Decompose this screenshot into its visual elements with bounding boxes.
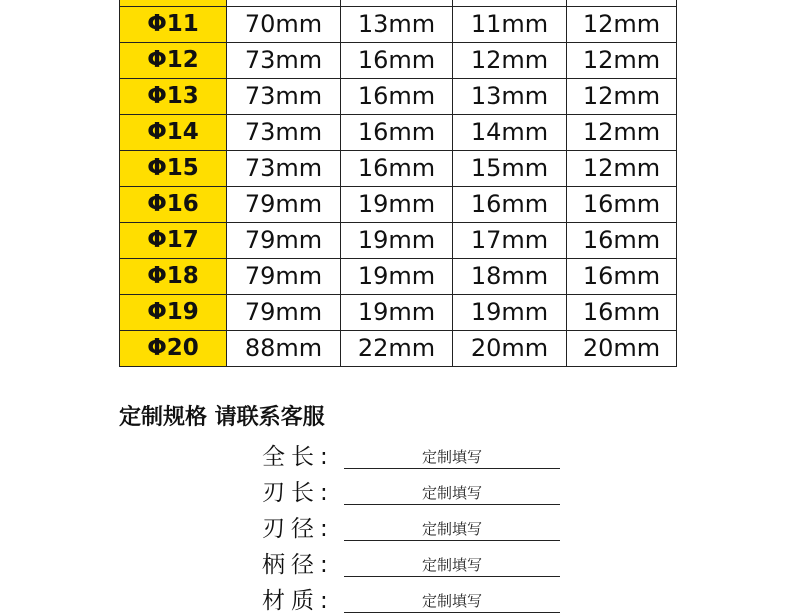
- shank-diameter-cell: 12mm: [567, 151, 677, 187]
- blade-diameter-cell: 14mm: [453, 115, 567, 151]
- table-row: [120, 79, 677, 115]
- table-row: [120, 259, 677, 295]
- field-label: 刃径:: [262, 516, 334, 542]
- blade-length-cell: 19mm: [341, 223, 453, 259]
- table-row: [120, 223, 677, 259]
- form-row-blade-diameter: [262, 508, 560, 544]
- fill-in-line: 定制填写: [344, 482, 560, 505]
- blade-diameter-cell: 17mm: [453, 223, 567, 259]
- table-row: [120, 187, 677, 223]
- blade-diameter-cell: 13mm: [453, 79, 567, 115]
- fill-in-line: 定制填写: [344, 554, 560, 577]
- size-cell: Φ20: [120, 331, 227, 367]
- blade-diameter-cell: 18mm: [453, 259, 567, 295]
- size-cell: Φ16: [120, 187, 227, 223]
- total-length-cell: 73mm: [227, 43, 341, 79]
- form-row-material: [262, 580, 560, 616]
- table-row: [120, 151, 677, 187]
- form-row-shank-diameter: [262, 544, 560, 580]
- blade-diameter-cell: 20mm: [453, 331, 567, 367]
- shank-diameter-cell: 16mm: [567, 259, 677, 295]
- field-label: 全长:: [262, 444, 334, 470]
- form-row-total-length: [262, 436, 560, 472]
- blade-length-cell: 13mm: [341, 7, 453, 43]
- size-cell: Φ12: [120, 43, 227, 79]
- blade-length-cell: 22mm: [341, 331, 453, 367]
- shank-diameter-cell: 12mm: [567, 7, 677, 43]
- table-row: [120, 295, 677, 331]
- size-cell: Φ18: [120, 259, 227, 295]
- blade-diameter-cell: 16mm: [453, 187, 567, 223]
- table-row: [120, 43, 677, 79]
- blade-length-cell: 16mm: [341, 115, 453, 151]
- total-length-cell: 79mm: [227, 223, 341, 259]
- fill-in-line: 定制填写: [344, 446, 560, 469]
- blade-diameter-cell: 19mm: [453, 295, 567, 331]
- size-cell: Φ14: [120, 115, 227, 151]
- blade-length-cell: 16mm: [341, 43, 453, 79]
- total-length-cell: 88mm: [227, 331, 341, 367]
- shank-diameter-cell: 12mm: [567, 115, 677, 151]
- blade-length-cell: 19mm: [341, 259, 453, 295]
- size-cell: Φ13: [120, 79, 227, 115]
- size-cell: Φ17: [120, 223, 227, 259]
- form-row-blade-length: [262, 472, 560, 508]
- size-cell: Φ15: [120, 151, 227, 187]
- blade-diameter-cell: 11mm: [453, 7, 567, 43]
- blade-length-cell: 19mm: [341, 295, 453, 331]
- total-length-cell: 73mm: [227, 115, 341, 151]
- shank-diameter-cell: 12mm: [567, 43, 677, 79]
- total-length-cell: 73mm: [227, 151, 341, 187]
- shank-diameter-cell: 16mm: [567, 295, 677, 331]
- blade-diameter-cell: 12mm: [453, 43, 567, 79]
- size-cell: Φ19: [120, 295, 227, 331]
- table-row: [120, 115, 677, 151]
- field-label: 刃长:: [262, 480, 334, 506]
- blade-diameter-cell: 15mm: [453, 151, 567, 187]
- total-length-cell: 79mm: [227, 187, 341, 223]
- custom-spec-title: 定制规格 请联系客服: [119, 405, 325, 430]
- fill-in-line: 定制填写: [344, 518, 560, 541]
- spec-table: [119, 0, 677, 367]
- shank-diameter-cell: 20mm: [567, 331, 677, 367]
- field-label: 柄径:: [262, 552, 334, 578]
- total-length-cell: 79mm: [227, 259, 341, 295]
- shank-diameter-cell: 16mm: [567, 223, 677, 259]
- total-length-cell: 79mm: [227, 295, 341, 331]
- table-row: [120, 7, 677, 43]
- size-cell: Φ11: [120, 7, 227, 43]
- fill-in-line: 定制填写: [344, 590, 560, 613]
- blade-length-cell: 16mm: [341, 151, 453, 187]
- field-label: 材质:: [262, 588, 334, 614]
- blade-length-cell: 16mm: [341, 79, 453, 115]
- total-length-cell: 73mm: [227, 79, 341, 115]
- table-row: [120, 331, 677, 367]
- shank-diameter-cell: 16mm: [567, 187, 677, 223]
- shank-diameter-cell: 12mm: [567, 79, 677, 115]
- total-length-cell: 70mm: [227, 7, 341, 43]
- blade-length-cell: 19mm: [341, 187, 453, 223]
